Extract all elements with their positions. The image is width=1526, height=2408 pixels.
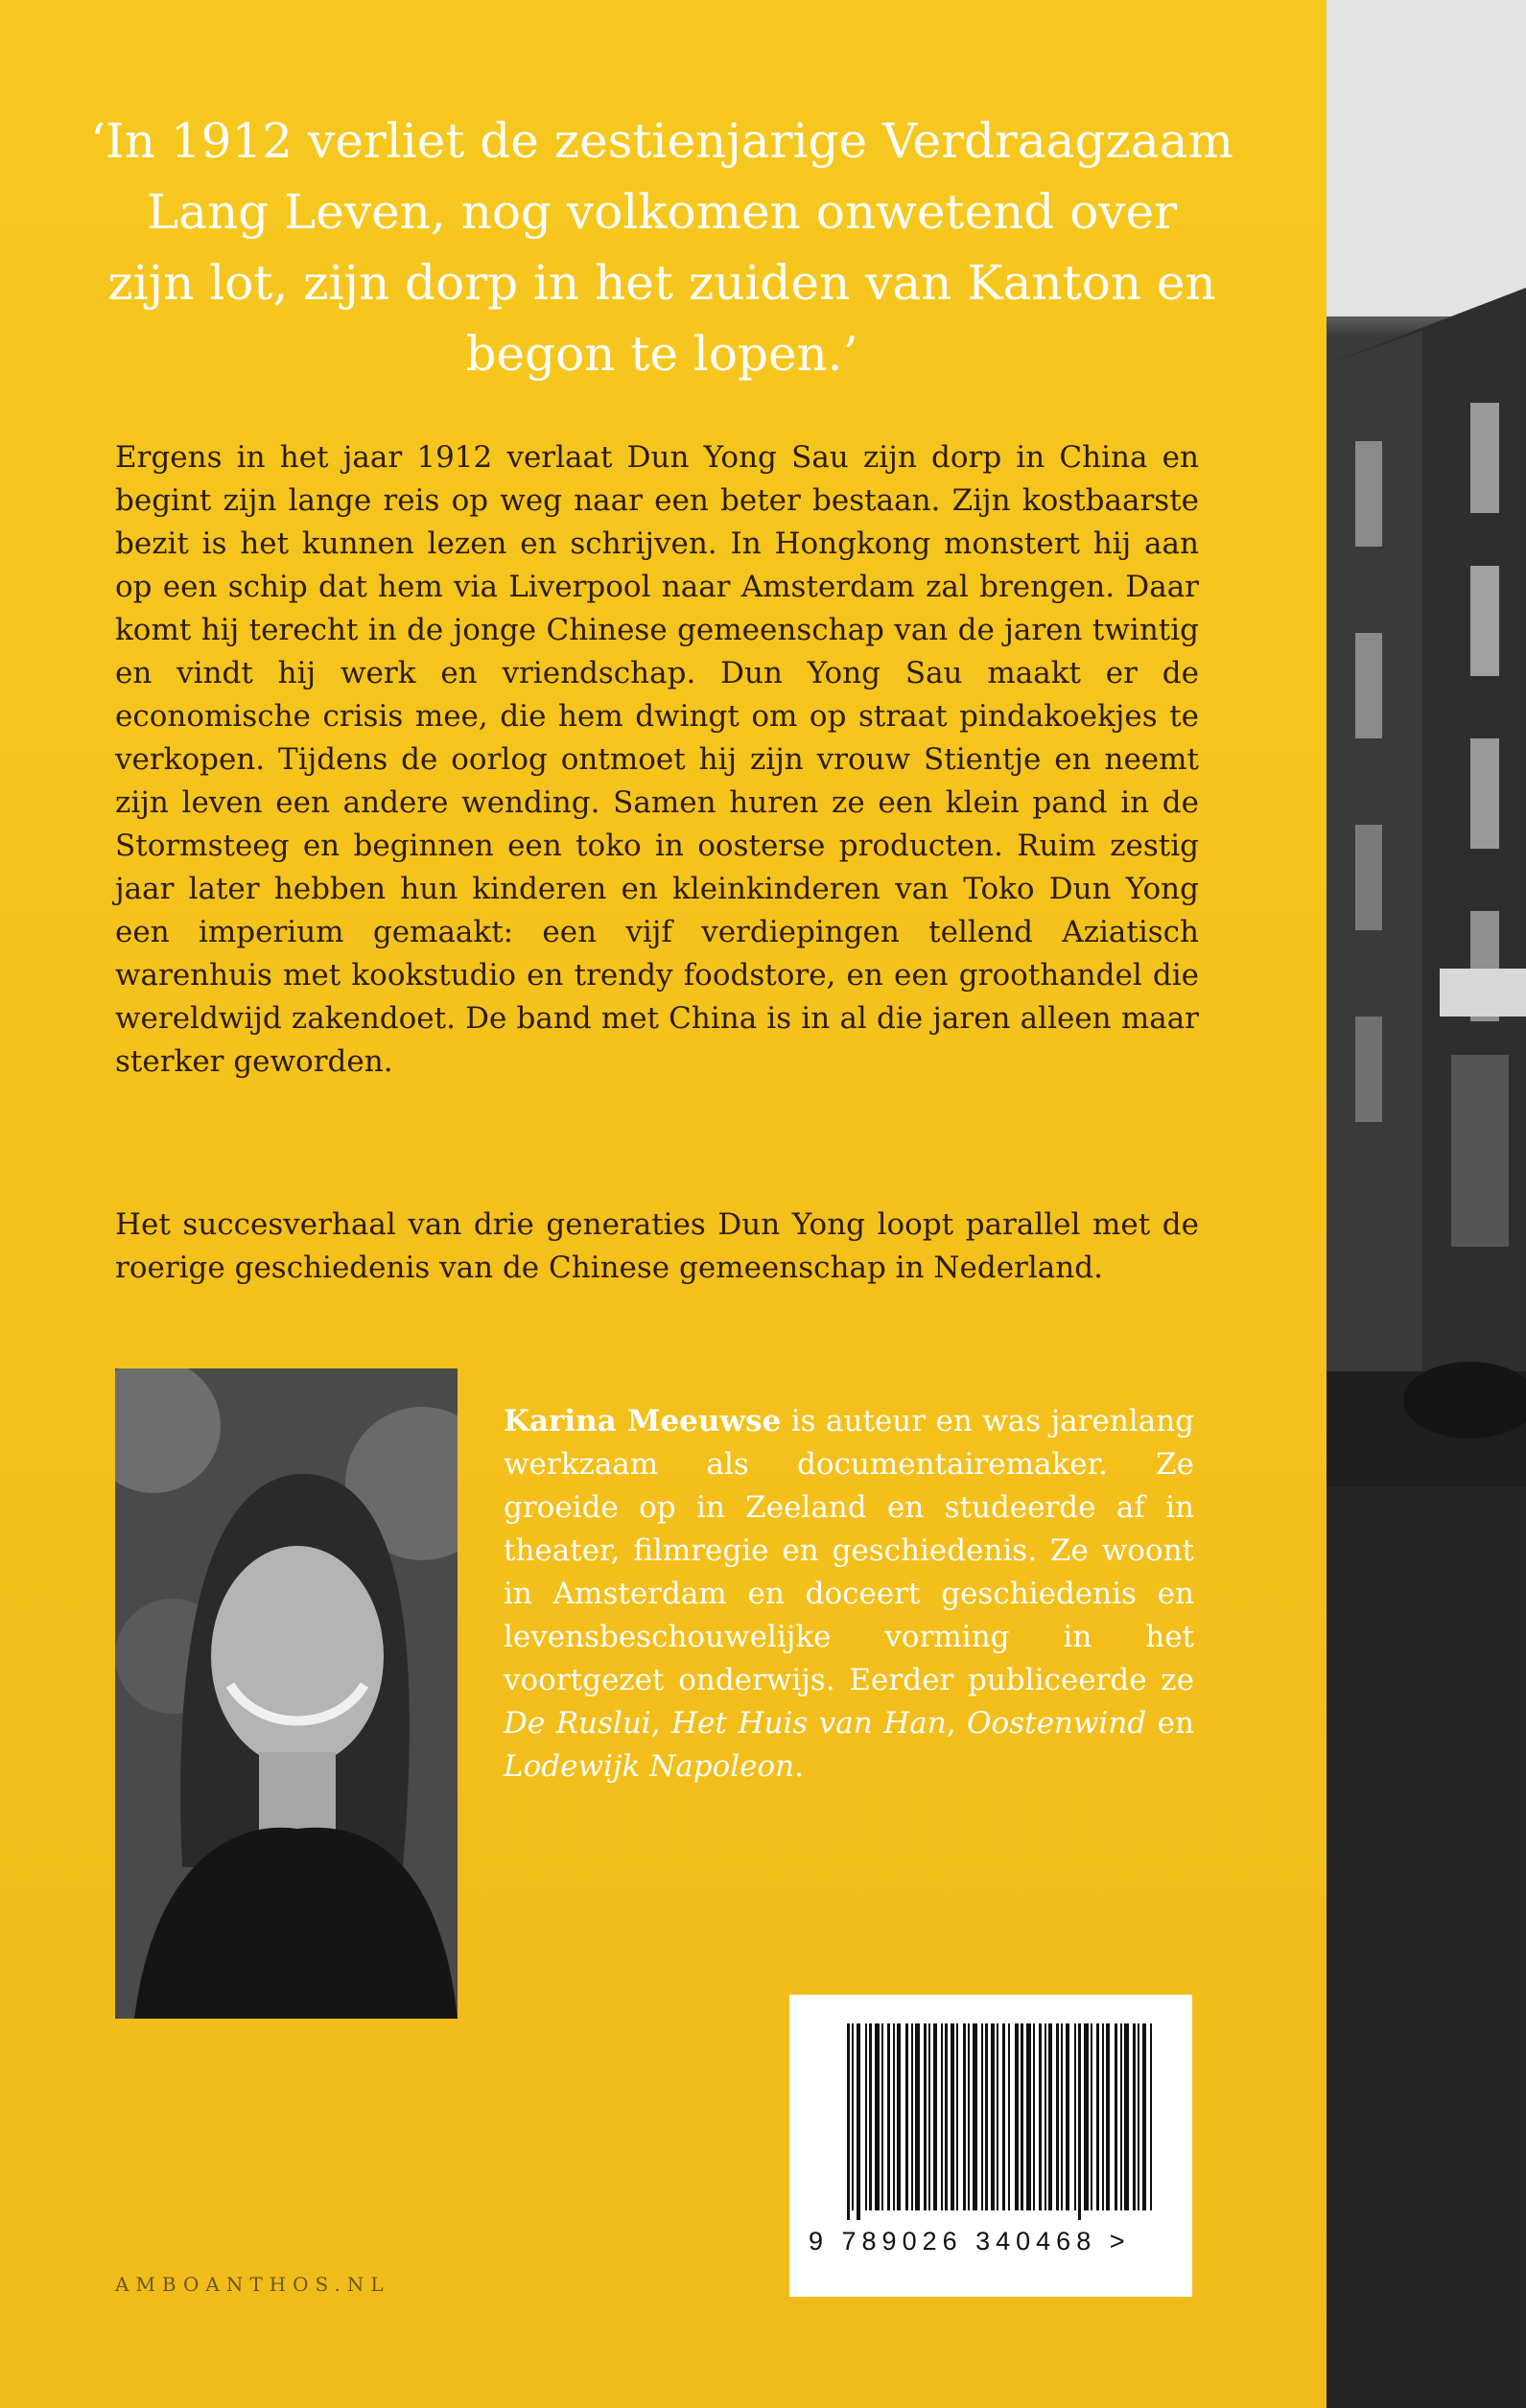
barcode-bar	[1133, 2023, 1136, 2210]
barcode-bar	[1026, 2023, 1031, 2210]
barcode-bar	[963, 2023, 966, 2210]
separator: en	[1146, 1706, 1194, 1741]
barcode-bar	[911, 2023, 913, 2210]
barcode-bar	[852, 2023, 854, 2210]
book-title: De Ruslui	[504, 1706, 651, 1741]
barcode-bar	[897, 2023, 901, 2210]
barcode-bar	[1102, 2023, 1104, 2210]
quote-line: Lang Leven, nog volkomen onwetend over	[146, 184, 1178, 240]
barcode-bar	[951, 2023, 954, 2210]
barcode-bar	[1061, 2023, 1063, 2210]
barcode-bar	[905, 2023, 908, 2210]
barcode-digits: 9 789026 340468 >	[809, 2227, 1131, 2256]
barcode-bar	[956, 2023, 958, 2210]
synopsis-paragraph-1: Ergens in het jaar 1912 verlaat Dun Yong Sau zijn dorp in China en begint zijn lange reis op weg naar een beter bestaan. Zijn kostbaarste bezit is het kunnen lezen en schrijven. In Hongkong monstert hij aan op een schip dat hem via Liverpool naar Amsterdam zal brengen. Daar komt hij terecht in de jonge Chinese gemeenschap van de jaren twintig en vindt hij werk en vriendschap. Dun Yong Sau maakt er de economische crisis mee, die hem dwingt om op straat pindakoekjes te verkopen. Tijdens de oorlog ontmoet hij zijn vrouw Stientje en neemt zijn leven een andere wending. Samen huren ze een klein pand in de Stormsteeg en beginnen een toko in oosterse producten. Ruim zestig jaar later hebben hun kinderen en kleinkinderen van Toko Dun Yong een imperium gemaakt: een vijf verdiepingen tellend Aziatisch warenhuis met kookstudio en trendy foodstore, en een groothandel die wereldwijd zakendoet. De band met China is in al die jaren alleen maar sterker geworden.	[115, 440, 1199, 1079]
quote-line: zijn lot, zijn dorp in het zuiden van Kanton en	[107, 255, 1216, 311]
barcode-bar	[865, 2023, 867, 2210]
synopsis-paragraph-2: Het succesverhaal van drie generaties Dun Yong loopt parallel met de roerige geschiedenis van de Chinese gemeenschap in Nederland.	[115, 1207, 1199, 1285]
barcode-bar	[1048, 2023, 1052, 2210]
barcode-bar	[893, 2023, 895, 2210]
publisher-url: AMBOANTHOS.NL	[115, 2273, 390, 2296]
barcode-bar	[881, 2023, 883, 2210]
barcode-bar	[933, 2023, 937, 2210]
barcode-bar	[1074, 2023, 1076, 2210]
barcode-bar	[1039, 2023, 1042, 2210]
pull-quote	[67, 105, 1256, 389]
barcode-bar	[1084, 2023, 1089, 2210]
barcode-bar	[1096, 2023, 1099, 2210]
spine-photo-street	[1326, 0, 1526, 2408]
barcode-bar	[991, 2023, 995, 2210]
barcode-bar	[1106, 2023, 1110, 2210]
barcode-bar	[1138, 2023, 1139, 2210]
barcode-bar	[997, 2023, 998, 2210]
barcode-bar	[1066, 2023, 1069, 2210]
barcode-bar	[1045, 2023, 1046, 2210]
book-title: Lodewijk Napoleon	[504, 1749, 795, 1784]
barcode-bar	[1021, 2023, 1023, 2210]
barcode-bar	[857, 2023, 860, 2220]
barcode-bar	[985, 2023, 988, 2210]
barcode-bar	[1056, 2023, 1059, 2210]
barcode-bar	[1142, 2023, 1146, 2210]
barcode-bar	[981, 2023, 983, 2210]
barcode-bar	[973, 2023, 977, 2210]
author-bio	[504, 1400, 1194, 1788]
quote-line: begon te lopen.’	[465, 326, 858, 382]
street-photo-graphic	[1326, 0, 1526, 2408]
barcode-bar	[945, 2023, 948, 2210]
barcode-bar	[928, 2023, 930, 2210]
barcode-bar	[1015, 2023, 1019, 2210]
author-name: Karina Meeuwse	[504, 1404, 782, 1438]
barcode-bar	[1033, 2023, 1035, 2210]
barcode-bar	[1078, 2023, 1081, 2220]
barcode-bar	[941, 2023, 943, 2210]
barcode-bars	[789, 1995, 1192, 2225]
quote-line: ‘In 1912 verliet de zestienjarige Verdraagzaam	[90, 113, 1233, 169]
book-title: Het Huis van Han	[671, 1706, 947, 1741]
barcode-bar	[968, 2023, 970, 2210]
author-photo	[115, 1368, 458, 2019]
barcode-bar	[1124, 2023, 1129, 2210]
barcode-bar	[1115, 2023, 1117, 2210]
barcode-bar	[869, 2023, 872, 2210]
separator: ,	[650, 1706, 672, 1741]
barcode-bar	[875, 2023, 880, 2210]
isbn-barcode	[789, 1995, 1192, 2297]
barcode-bar	[924, 2023, 927, 2210]
barcode-bar	[1120, 2023, 1122, 2210]
author-portrait-graphic	[115, 1368, 458, 2019]
barcode-bar	[1008, 2023, 1010, 2210]
barcode-bar	[847, 2023, 850, 2220]
separator: ,	[946, 1706, 968, 1741]
author-bio-text: is auteur en was jarenlang werkzaam als documentairemaker. Ze groeide op in Zeeland en studeerde af in theater, filmregie en geschiedenis. Ze woont in Amsterdam en doceert geschiedenis en levensbeschouwelijke vorming in het voortgezet onderwijs. Eerder publiceerde ze	[504, 1404, 1195, 1697]
barcode-bar	[1150, 2023, 1152, 2210]
book-title: Oostenwind	[967, 1706, 1147, 1741]
barcode-bar	[1002, 2023, 1005, 2210]
barcode-bar	[887, 2023, 890, 2210]
bio-end: .	[794, 1749, 805, 1784]
barcode-bar	[915, 2023, 920, 2210]
barcode-bar	[1091, 2023, 1092, 2210]
